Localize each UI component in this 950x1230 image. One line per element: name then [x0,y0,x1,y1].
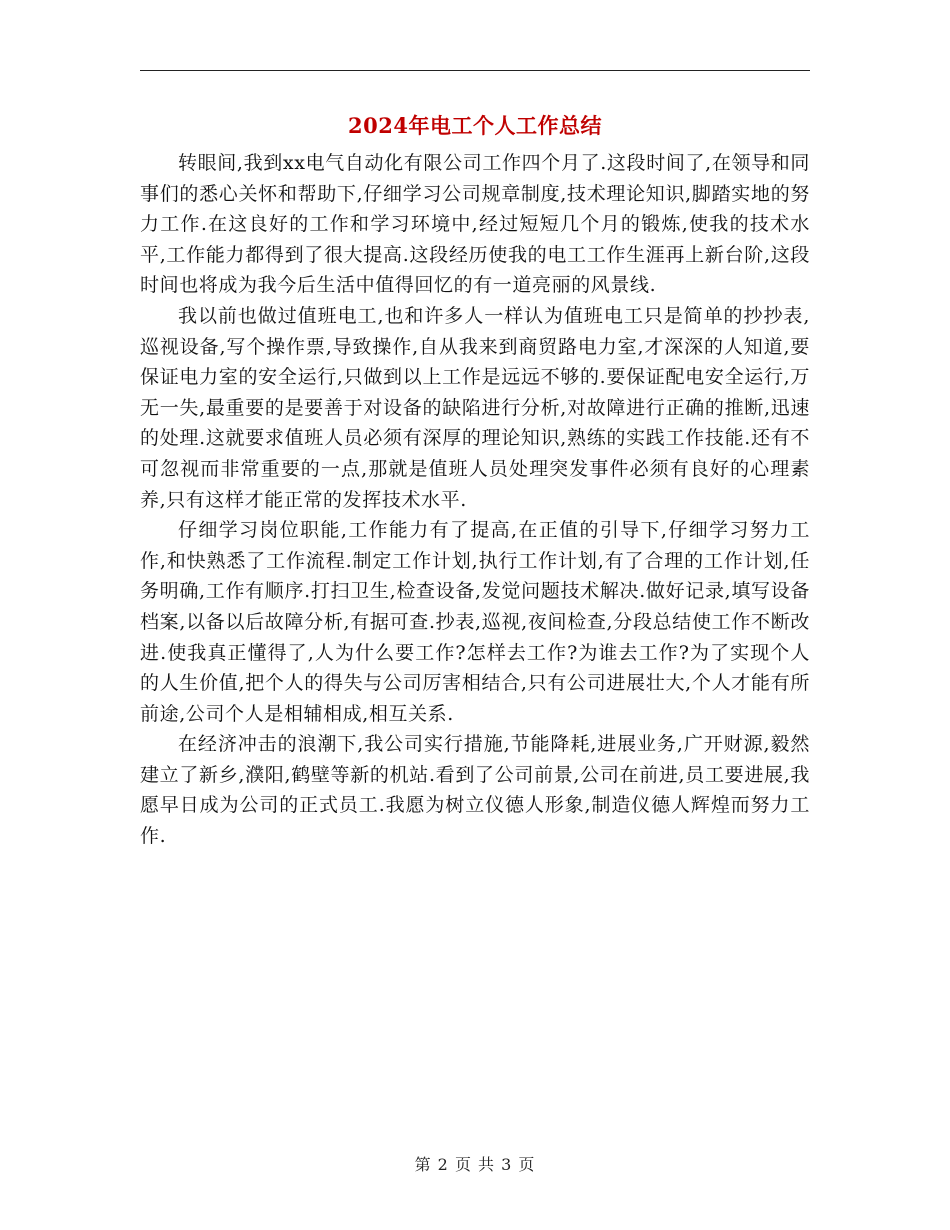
paragraph-3: 仔细学习岗位职能,工作能力有了提高,在正值的引导下,仔细学习努力工作,和快熟悉了工作流程.制定工作计划,执行工作计划,有了合理的工作计划,任务明确,工作有顺序.打扫卫生,检查设备,发觉问题技术解决.做好记录,填写设备档案,以备以后故障分析,有据可查.抄表,巡视,夜间检查,分段总结使工作不断改进.使我真正懂得了,人为什么要工作?怎样去工作?为谁去工作?为了实现个人的人生价值,把个人的得失与公司厉害相结合,只有公司进展壮大,个人才能有所前途,公司个人是相辅相成,相互关系. [140,519,810,725]
page-number: 第 2 页 共 3 页 [414,1155,536,1174]
paragraph-1: 转眼间,我到xx电气自动化有限公司工作四个月了.这段时间了,在领导和同事们的悉心关怀和帮助下,仔细学习公司规章制度,技术理论知识,脚踏实地的努力工作.在这良好的工作和学习环境中,经过短短几个月的锻炼,使我的技术水平,工作能力都得到了很大提高.这段经历使我的电工工作生涯再上新台阶,这段时间也将成为我今后生活中值得回忆的有一道亮丽的风景线. [140,152,810,297]
paragraph-2: 我以前也做过值班电工,也和许多人一样认为值班电工只是简单的抄抄表,巡视设备,写个操作票,导致操作,自从我来到商贸路电力室,才深深的人知道,要保证电力室的安全运行,只做到以上工作是远远不够的.要保证配电安全运行,万无一失,最重要的是要善于对设备的缺陷进行分析,对故障进行正确的推断,迅速的处理.这就要求值班人员必须有深厚的理论知识,熟练的实践工作技能.还有不可忽视而非常重要的一点,那就是值班人员处理突发事件必须有良好的心理素养,只有这样才能正常的发挥技术水平. [140,304,810,511]
document-title: 2024年电工个人工作总结 [348,113,602,138]
document-body [140,148,810,852]
paragraph-4: 在经济冲击的浪潮下,我公司实行措施,节能降耗,进展业务,广开财源,毅然建立了新乡,濮阳,鹤壁等新的机站.看到了公司前景,公司在前进,员工要进展,我愿早日成为公司的正式员工.我愿为树立仪德人形象,制造仪德人辉煌而努力工作. [140,733,810,848]
header-rule [140,70,810,71]
